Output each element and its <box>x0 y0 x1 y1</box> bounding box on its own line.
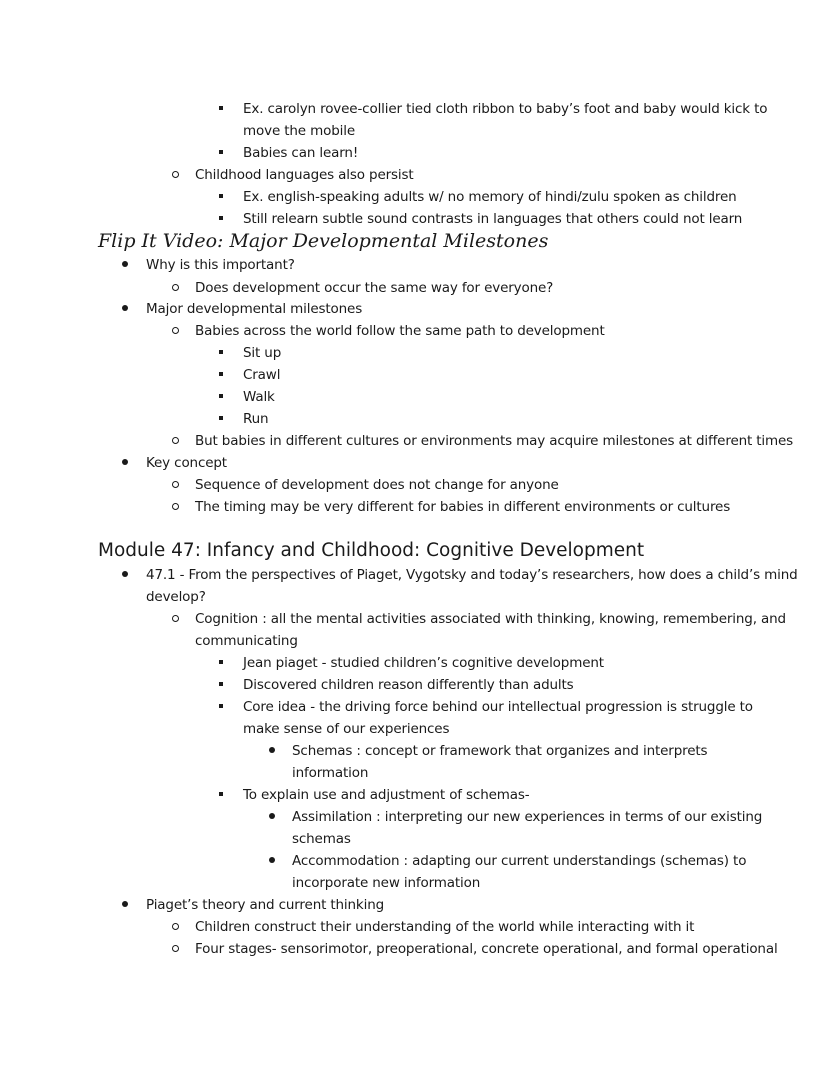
list-item-text: Still relearn subtle sound contrasts in languages that others could not learn <box>243 211 743 227</box>
circle-bullet-icon <box>171 496 179 518</box>
list-item-text: 47.1 - From the perspectives of Piaget, Vygotsky and today’s researchers, how does a child’s mind <box>146 567 798 583</box>
bullet-mark <box>219 216 223 220</box>
square-bullet-icon <box>217 652 225 674</box>
square-bullet-icon <box>217 386 225 408</box>
circle-bullet-icon <box>171 320 179 342</box>
circle-bullet-icon <box>171 916 179 938</box>
bullet-mark <box>219 350 223 354</box>
bullet-mark <box>219 682 223 686</box>
list-item-text: Crawl <box>243 367 281 383</box>
bullet-mark <box>172 284 179 291</box>
square-bullet-icon <box>217 696 225 718</box>
bullet-mark <box>122 459 128 465</box>
bullet-mark <box>172 503 179 510</box>
list-item-text: Sequence of development does not change for anyone <box>195 477 559 493</box>
bullet-mark <box>219 416 223 420</box>
bullet-mark <box>122 261 128 267</box>
list-item-text: Ex. english-speaking adults w/ no memory of hindi/zulu spoken as children <box>243 189 737 205</box>
list-item-text: The timing may be very different for babies in different environments or cultures <box>195 499 731 515</box>
list-item-text: Schemas : concept or framework that organizes and interprets <box>292 743 708 759</box>
disc-bullet-icon <box>121 894 129 916</box>
list-item-text: develop? <box>146 589 206 605</box>
circle-bullet-icon <box>171 608 179 630</box>
list-item-text: Cognition : all the mental activities associated with thinking, knowing, remembering, and <box>195 611 786 627</box>
bullet-mark <box>219 704 223 708</box>
bullet-mark <box>172 171 179 178</box>
list-item-text: make sense of our experiences <box>243 721 450 737</box>
list-item-text: Sit up <box>243 345 282 361</box>
bullet-mark <box>219 194 223 198</box>
section-heading: Flip It Video: Major Developmental Milestones <box>98 230 549 252</box>
bullet-mark <box>219 394 223 398</box>
list-item-text: Babies can learn! <box>243 145 359 161</box>
square-bullet-icon <box>217 784 225 806</box>
bullet-mark <box>219 106 223 110</box>
bullet-mark <box>172 481 179 488</box>
list-item-text: Walk <box>243 389 275 405</box>
list-item-text: Why is this important? <box>146 257 295 273</box>
list-item-text: Ex. carolyn rovee-collier tied cloth ribbon to baby’s foot and baby would kick to <box>243 101 768 117</box>
square-bullet-icon <box>217 208 225 230</box>
list-item-text: incorporate new information <box>292 875 481 891</box>
bullet-mark <box>269 747 275 753</box>
bullet-mark <box>122 571 128 577</box>
disc-bullet-icon <box>268 740 276 762</box>
bullet-mark <box>219 372 223 376</box>
square-bullet-icon <box>217 142 225 164</box>
list-item-text: Babies across the world follow the same path to development <box>195 323 605 339</box>
square-bullet-icon <box>217 364 225 386</box>
square-bullet-icon <box>217 408 225 430</box>
list-item-text: Jean piaget - studied children’s cognitive development <box>243 655 604 671</box>
bullet-mark <box>172 615 179 622</box>
list-item-text: Does development occur the same way for everyone? <box>195 280 554 296</box>
circle-bullet-icon <box>171 938 179 960</box>
list-item-text: Discovered children reason differently than adults <box>243 677 574 693</box>
list-item-text: To explain use and adjustment of schemas- <box>243 787 530 803</box>
disc-bullet-icon <box>121 298 129 320</box>
bullet-mark <box>172 923 179 930</box>
bullet-mark <box>269 857 275 863</box>
bullet-mark <box>219 150 223 154</box>
disc-bullet-icon <box>268 806 276 828</box>
list-item-text: move the mobile <box>243 123 355 139</box>
disc-bullet-icon <box>121 564 129 586</box>
list-item-text: Run <box>243 411 269 427</box>
circle-bullet-icon <box>171 430 179 452</box>
list-item-text: Piaget’s theory and current thinking <box>146 897 385 913</box>
list-item-text: Core idea - the driving force behind our intellectual progression is struggle to <box>243 699 753 715</box>
list-item-text: Accommodation : adapting our current understandings (schemas) to <box>292 853 747 869</box>
disc-bullet-icon <box>121 254 129 276</box>
bullet-mark <box>122 901 128 907</box>
bullet-mark <box>219 792 223 796</box>
list-item-text: Key concept <box>146 455 227 471</box>
list-item-text: communicating <box>195 633 298 649</box>
square-bullet-icon <box>217 342 225 364</box>
square-bullet-icon <box>217 674 225 696</box>
square-bullet-icon <box>217 186 225 208</box>
list-item-text: schemas <box>292 831 351 847</box>
bullet-mark <box>122 305 128 311</box>
bullet-mark <box>172 327 179 334</box>
list-item-text: Major developmental milestones <box>146 301 363 317</box>
disc-bullet-icon <box>121 452 129 474</box>
list-item-text: Four stages- sensorimotor, preoperational, concrete operational, and formal operational <box>195 941 778 957</box>
circle-bullet-icon <box>171 164 179 186</box>
list-item-text: Children construct their understanding of the world while interacting with it <box>195 919 695 935</box>
list-item-text: Childhood languages also persist <box>195 167 414 183</box>
bullet-mark <box>172 437 179 444</box>
section-heading: Module 47: Infancy and Childhood: Cognitive Development <box>98 540 645 561</box>
disc-bullet-icon <box>268 850 276 872</box>
bullet-mark <box>269 813 275 819</box>
bullet-mark <box>219 660 223 664</box>
circle-bullet-icon <box>171 277 179 299</box>
circle-bullet-icon <box>171 474 179 496</box>
square-bullet-icon <box>217 98 225 120</box>
list-item-text: Assimilation : interpreting our new experiences in terms of our existing <box>292 809 763 825</box>
list-item-text: But babies in different cultures or environments may acquire milestones at different times <box>195 433 794 449</box>
list-item-text: information <box>292 765 369 781</box>
bullet-mark <box>172 945 179 952</box>
